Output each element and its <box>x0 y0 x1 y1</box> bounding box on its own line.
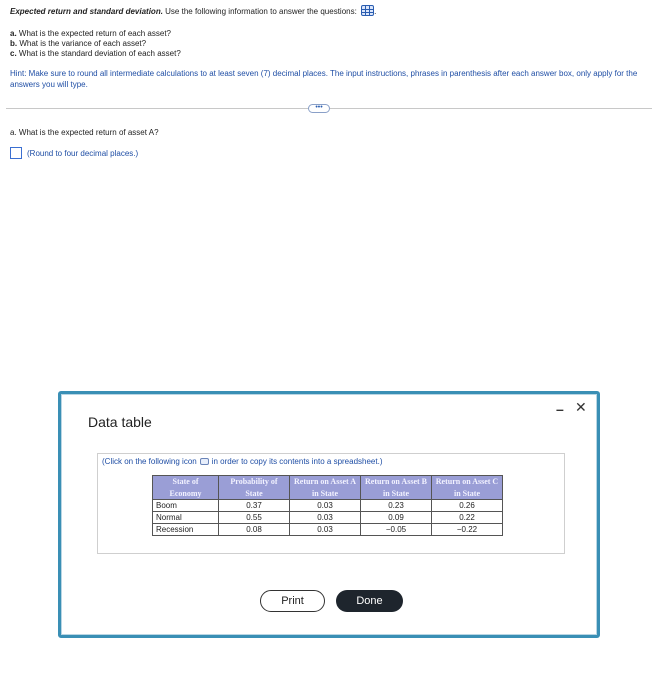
table-row <box>153 500 503 512</box>
table-cell: 0.55 <box>219 512 290 524</box>
hint-text: Hint: Make sure to round all intermediate calculations to at least seven (7) decimal places. The input instructions, phrases in parenthesis after each answer box, only apply for the answers you will type. <box>10 69 638 89</box>
part-a-prompt: a. What is the expected return of asset A? <box>10 128 159 137</box>
question-list <box>10 29 181 59</box>
table-row <box>153 512 503 524</box>
table-cell: 0.26 <box>432 500 503 512</box>
table-cell: 0.08 <box>219 524 290 536</box>
copy-icon[interactable] <box>200 458 209 465</box>
answer-hint: (Round to four decimal places.) <box>27 148 139 158</box>
answer-row <box>10 147 138 159</box>
data-table <box>152 475 503 536</box>
table-cell: 0.03 <box>290 524 361 536</box>
table-cell: 0.03 <box>290 512 361 524</box>
table-cell: Recession <box>153 524 219 536</box>
table-cell: 0.37 <box>219 500 290 512</box>
table-panel <box>97 453 565 554</box>
print-button[interactable]: Print <box>260 590 325 612</box>
column-header: Probability of State <box>219 476 290 500</box>
table-cell: 0.23 <box>361 500 432 512</box>
list-item: b. What is the variance of each asset? <box>10 39 147 48</box>
question-intro: Use the following information to answer the questions: <box>165 7 357 16</box>
table-cell: 0.22 <box>432 512 503 524</box>
spreadsheet-icon[interactable] <box>361 5 374 16</box>
table-cell: −0.22 <box>432 524 503 536</box>
table-row <box>153 524 503 536</box>
minimize-icon[interactable]: – <box>556 401 564 417</box>
answer-input[interactable] <box>10 147 22 159</box>
copy-note: (Click on the following icon in order to copy its contents into a spreadsheet.) <box>102 457 383 466</box>
done-button[interactable]: Done <box>336 590 403 612</box>
column-header: Return on Asset B in State <box>361 476 432 500</box>
list-item: c. What is the standard deviation of each asset? <box>10 49 181 58</box>
data-table-dialog <box>58 391 600 638</box>
table-cell: Normal <box>153 512 219 524</box>
table-cell: 0.09 <box>361 512 432 524</box>
dialog-title: Data table <box>88 414 152 430</box>
list-item: a. What is the expected return of each asset? <box>10 29 171 38</box>
table-header-row <box>153 476 503 500</box>
column-header: State of Economy <box>153 476 219 500</box>
table-cell: 0.03 <box>290 500 361 512</box>
column-header: Return on Asset A in State <box>290 476 361 500</box>
question-header: Expected return and standard deviation. Use the following information to answer the questions: . <box>10 7 377 16</box>
close-icon[interactable]: ✕ <box>575 399 587 415</box>
question-title: Expected return and standard deviation. <box>10 7 163 16</box>
more-button[interactable]: ••• <box>308 104 330 113</box>
table-cell: Boom <box>153 500 219 512</box>
column-header: Return on Asset C in State <box>432 476 503 500</box>
table-cell: −0.05 <box>361 524 432 536</box>
